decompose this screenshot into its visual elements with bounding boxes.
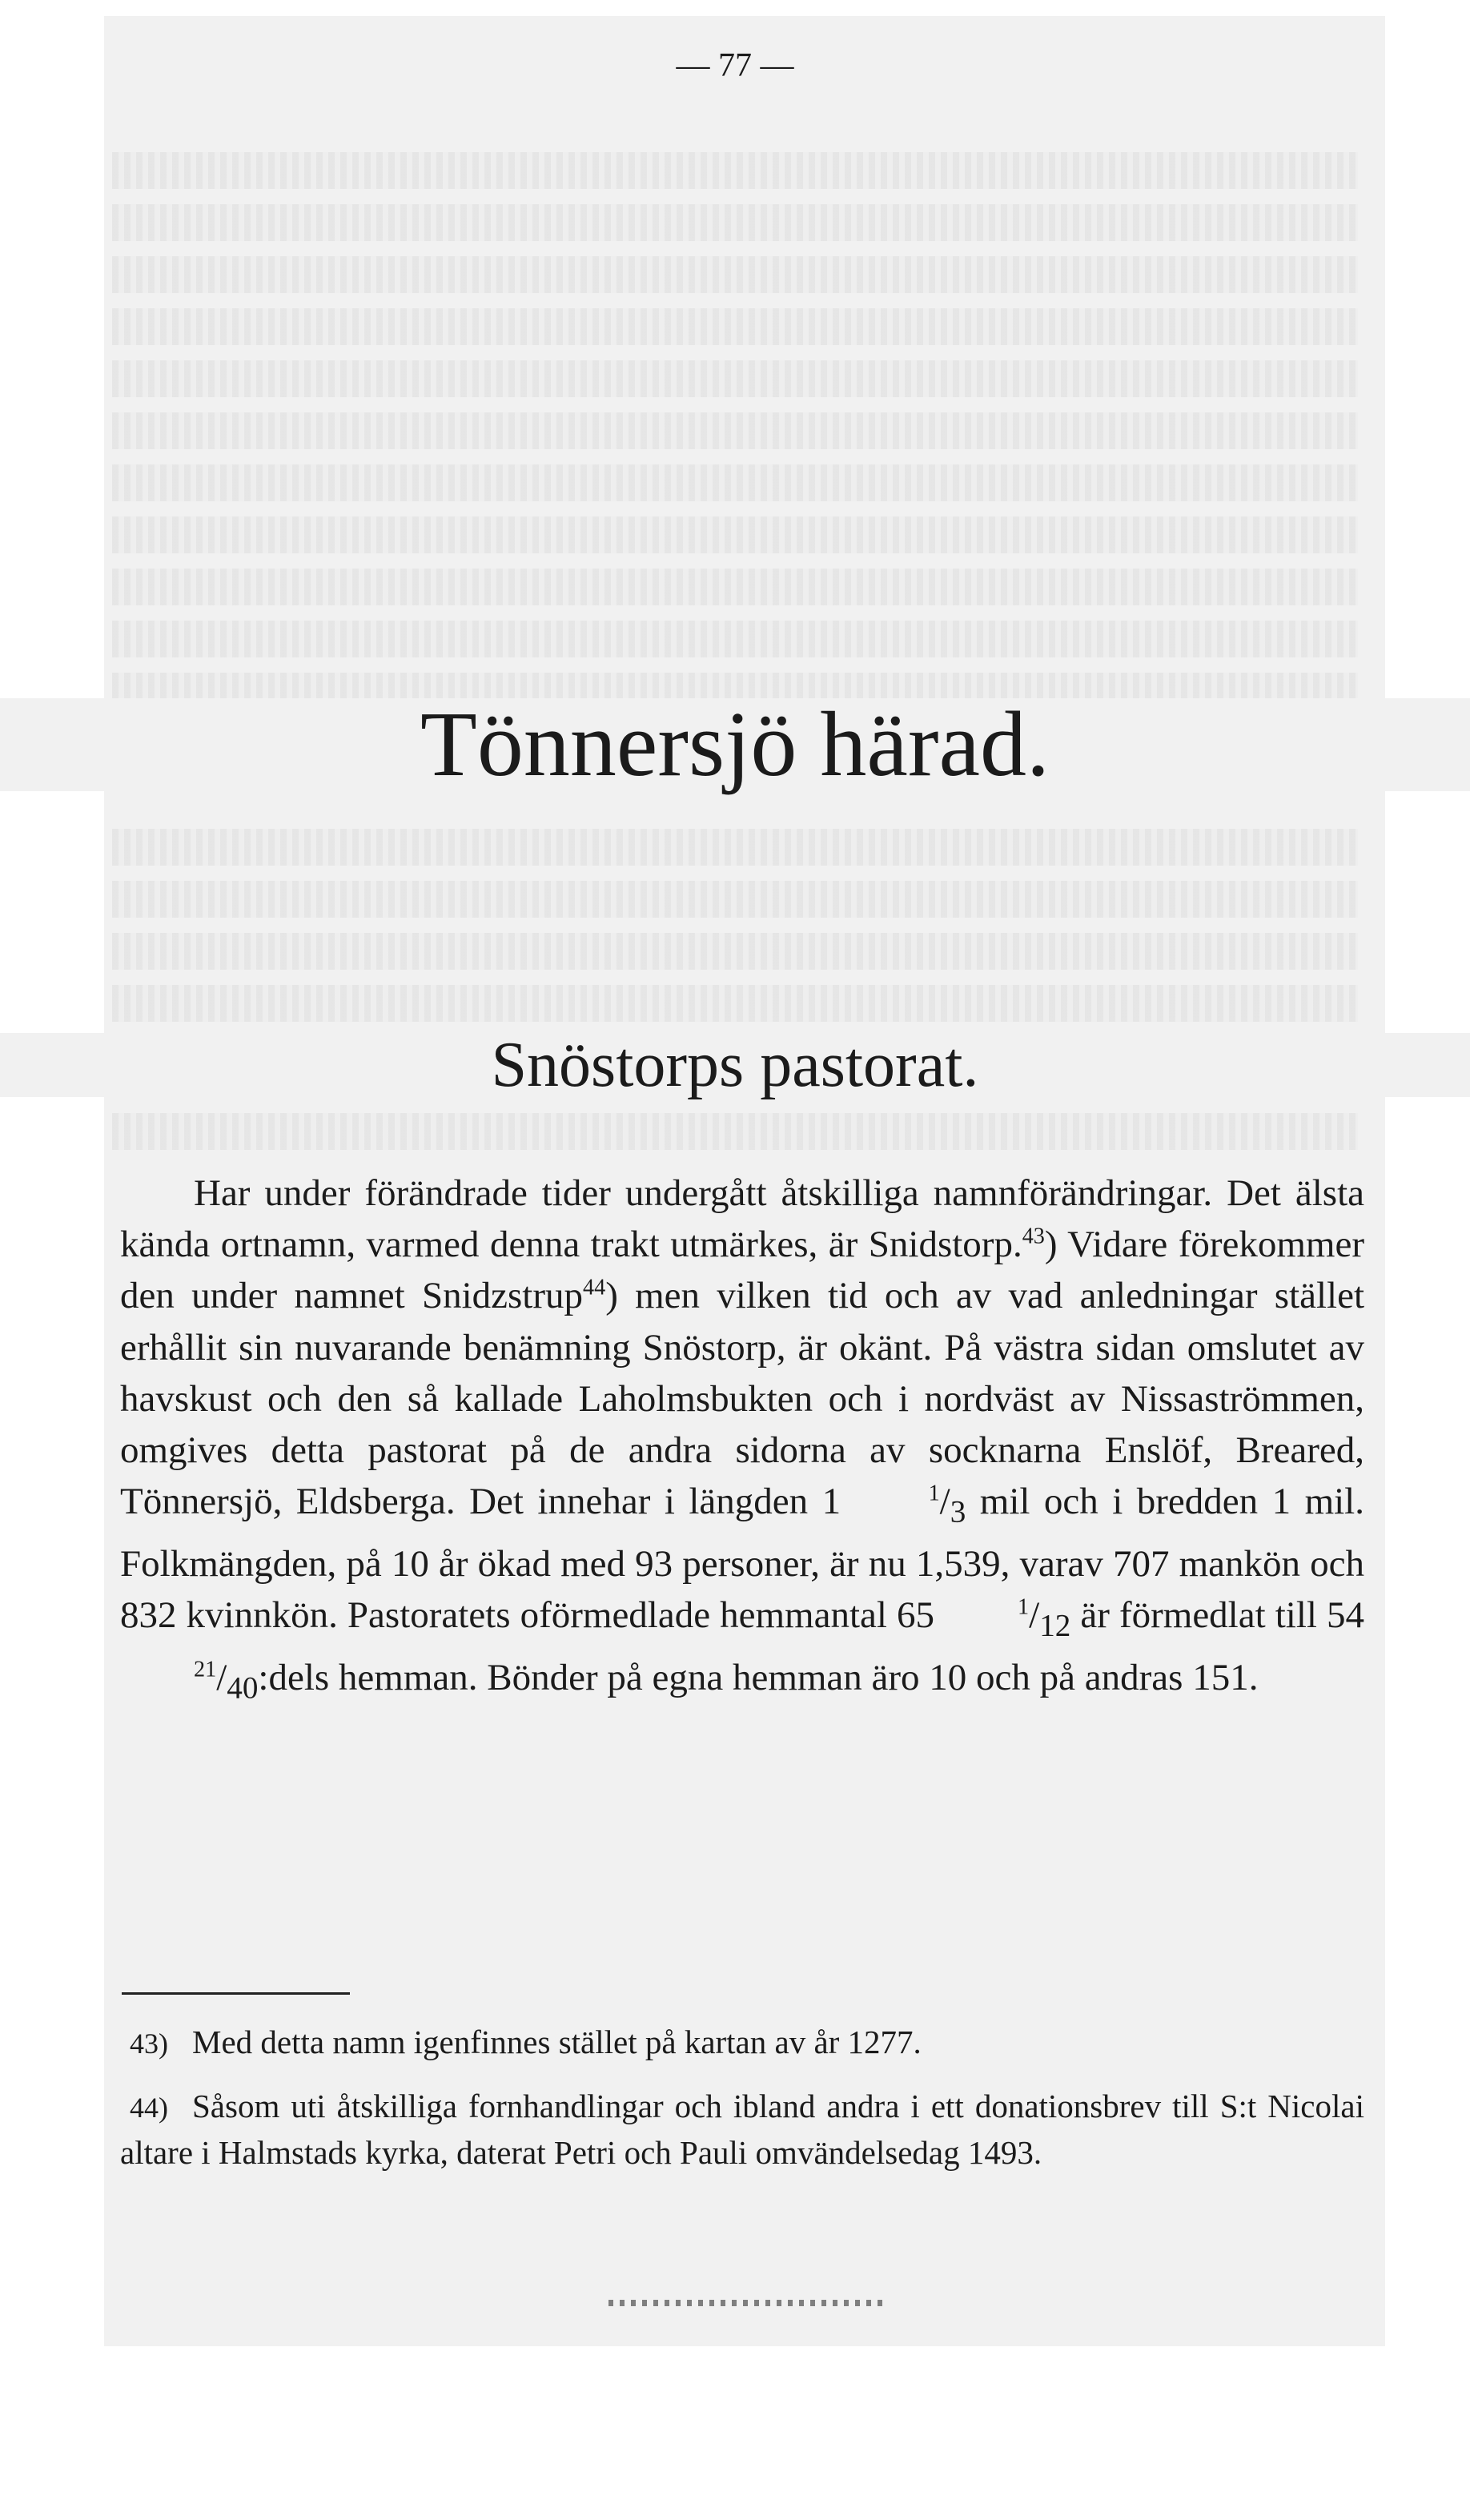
subsection-title: Snöstorps pastorat.	[0, 1033, 1470, 1097]
body-text-span: :dels hemman. Bönder på egna hemman äro 10 och på andras 151.	[258, 1656, 1259, 1698]
bleed-through-line	[112, 881, 1358, 918]
print-smudge	[608, 2300, 889, 2306]
bleed-through-line	[112, 1113, 1358, 1150]
fraction-numerator: 1	[928, 1481, 940, 1506]
bleed-through-line	[112, 256, 1358, 293]
bleed-through-line	[112, 569, 1358, 605]
fraction-numerator: 21	[194, 1656, 217, 1682]
footnote-reference-44: 44	[583, 1275, 606, 1300]
body-text-span: ) men vilken tid och av vad anledningar stället erhållit sin nuvarande benämning Snöstorp, är okänt. På västra sidan omslutet av havskust och den så kallade Laholmsbukten och i nordväst av Nissaströmmen, omgives detta pastorat på de andra sidorna av socknarna Enslöf, Breared, Tönnersjö, Eldsberga. Det innehar i längden 1	[120, 1275, 1364, 1523]
bleed-through-line	[112, 985, 1358, 1022]
footnote-reference-43: 43	[1022, 1224, 1045, 1249]
footnote-43	[120, 2020, 1364, 2066]
footnote-44	[120, 2084, 1364, 2175]
bleed-through-line	[112, 933, 1358, 970]
bleed-through-line	[112, 829, 1358, 866]
fraction: $^{21}/_{40}$	[194, 1656, 259, 1705]
fraction-denominator: 12	[1039, 1608, 1071, 1643]
bleed-through-line	[112, 621, 1358, 657]
bleed-through-line	[112, 152, 1358, 189]
fraction-denominator: 3	[950, 1494, 966, 1529]
body-text-span: mil och i bredden 1 mil. Folkmängden, på 10 år ökad med 93 personer, är nu 1,539, varav 707 mankön och 832 kvinnkön. Pastoratets oförmedlade hemmantal 65	[120, 1481, 1364, 1637]
footnote-marker: 44)	[130, 2092, 168, 2124]
footnote-separator	[122, 1992, 350, 1995]
bleed-through-line	[112, 464, 1358, 501]
fraction: $^1/_3$	[928, 1481, 966, 1529]
bleed-through-line	[112, 204, 1358, 241]
body-text-span: ) Vidare förekommer den under namnet Snidzstrup	[120, 1224, 1364, 1317]
bleed-through-line	[112, 516, 1358, 553]
body-paragraph	[120, 1168, 1364, 1714]
body-text-span: Har under förändrade tider undergått åtskilliga namnförändringar. Det älsta kända ortnamn, varmed denna trakt utmärkes, är Snidstorp.	[120, 1172, 1364, 1266]
page-number: — 77 —	[676, 47, 794, 84]
bleed-through-line	[112, 412, 1358, 449]
body-text-span: är förmedlat till 54	[1070, 1594, 1364, 1637]
fraction-numerator: 1	[1018, 1594, 1030, 1620]
bleed-through-line	[112, 308, 1358, 345]
fraction-denominator: 40	[227, 1670, 259, 1705]
footnote-text: Med detta namn igenfinnes stället på kartan av år 1277.	[192, 2024, 922, 2060]
section-title: Tönnersjö härad.	[0, 698, 1470, 791]
footnote-marker: 43)	[130, 2028, 168, 2060]
bleed-through-line	[112, 360, 1358, 397]
fraction: $^1/_{12}$	[1018, 1594, 1071, 1643]
footnote-text: Såsom uti åtskilliga fornhandlingar och ibland andra i ett donationsbrev till S:t Nicolai altare i Halmstads kyrka, daterat Petri och Pauli omvändelsedag 1493.	[120, 2088, 1364, 2171]
